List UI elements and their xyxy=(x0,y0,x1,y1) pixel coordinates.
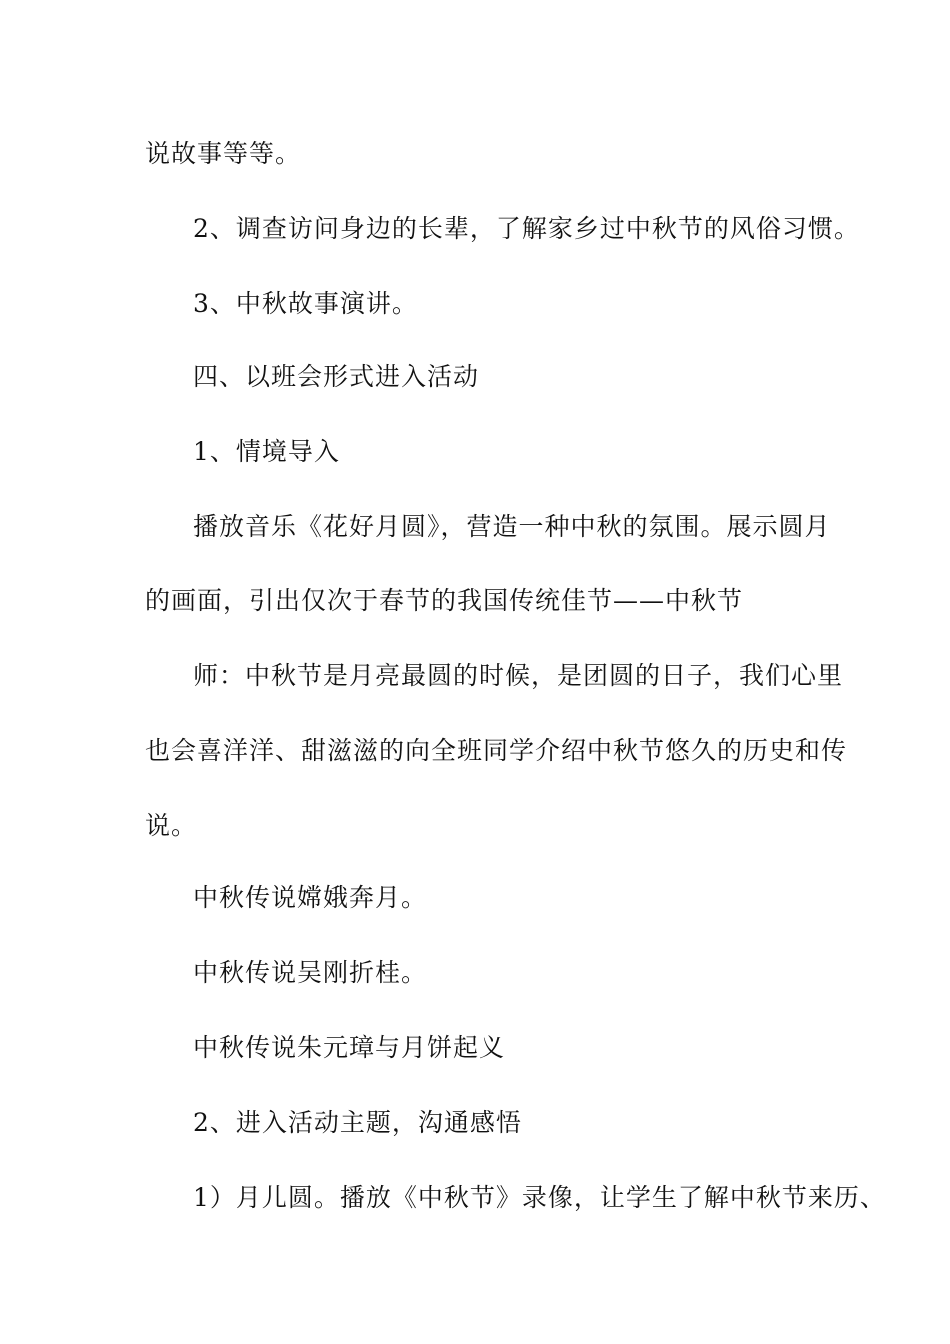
text-line: 2、调查访问身边的长辈，了解家乡过中秋节的风俗习惯。 xyxy=(193,214,860,243)
subsection-heading: 2、进入活动主题，沟通感悟 xyxy=(193,1108,522,1137)
text-line: 说故事等等。 xyxy=(145,139,302,168)
text-line: 中秋传说朱元璋与月饼起义 xyxy=(193,1033,506,1062)
text-line: 中秋传说嫦娥奔月。 xyxy=(193,883,428,912)
section-heading: 四、以班会形式进入活动 xyxy=(193,362,480,391)
text-line: 播放音乐《花好月圆》，营造一种中秋的氛围。展示圆月 xyxy=(193,512,831,541)
text-line: 的画面，引出仅次于春节的我国传统佳节——中秋节 xyxy=(145,586,744,615)
text-line: 中秋传说吴刚折桂。 xyxy=(193,958,428,987)
text-line: 3、中秋故事演讲。 xyxy=(193,289,418,318)
subsection-heading: 1、情境导入 xyxy=(193,437,340,466)
text-line: 师：中秋节是月亮最圆的时候，是团圆的日子，我们心里 xyxy=(193,661,844,690)
text-line: 说。 xyxy=(145,811,198,840)
text-line: 也会喜洋洋、甜滋滋的向全班同学介绍中秋节悠久的历史和传 xyxy=(145,736,848,765)
text-line: 1）月儿圆。播放《中秋节》录像，让学生了解中秋节来历、 xyxy=(193,1183,886,1212)
